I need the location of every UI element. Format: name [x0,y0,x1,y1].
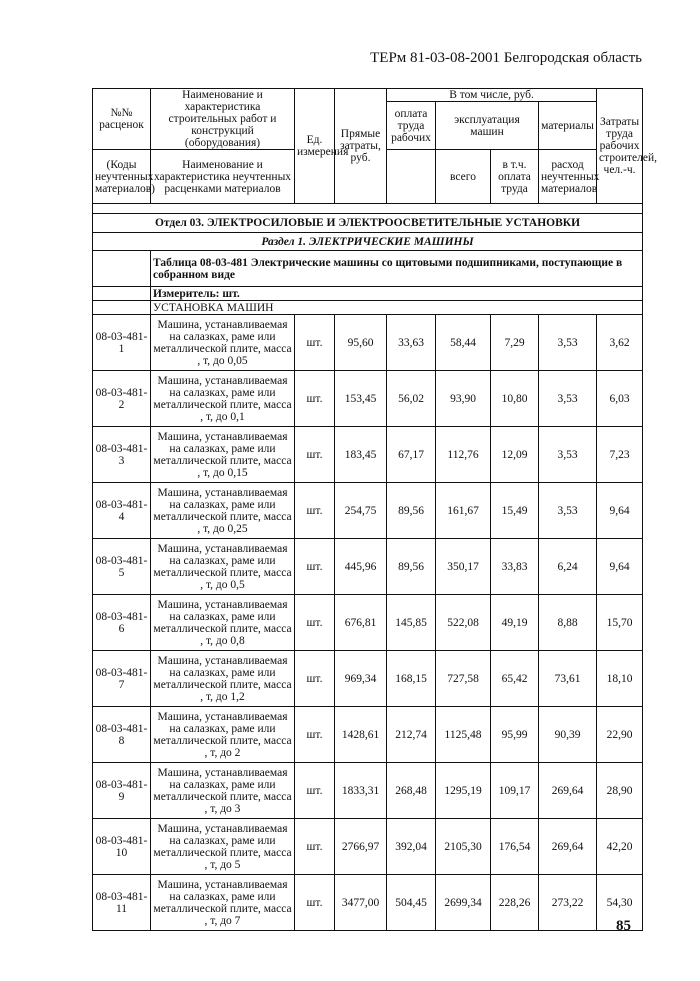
rate-direct-costs: 183,45 [335,427,387,483]
rate-name: Машина, устанавливаемая на салазках, раме или металлической плите, масса , т, до 0,8 [151,595,295,651]
spacer-row [93,204,643,214]
rate-exploitation-pay: 49,19 [491,595,539,651]
table-row [93,819,643,875]
rate-name: Машина, устанавливаемая на салазках, раме или металлической плите, масса , т, до 0,1 [151,371,295,427]
rate-pay: 145,85 [387,595,436,651]
rate-code: 08-03-481-8 [93,707,151,763]
header-code-top: №№ расценок [93,89,151,150]
rate-code: 08-03-481-1 [93,315,151,371]
rate-name: Машина, устанавливаемая на салазках, раме или металлической плите, масса , т, до 7 [151,875,295,931]
rate-exploitation: 350,17 [436,539,491,595]
rate-exploitation: 161,67 [436,483,491,539]
rate-materials: 73,61 [539,651,597,707]
header-unit: Ед. измерения [295,89,335,204]
rate-direct-costs: 676,81 [335,595,387,651]
blank-cell [93,287,151,301]
rate-exploitation: 2105,30 [436,819,491,875]
rate-unit: шт. [295,427,335,483]
rate-unit: шт. [295,819,335,875]
blank-cell [93,251,151,287]
header-name-top: Наименование и характеристика строительных работ и конструкций (оборудования) [151,89,295,150]
rate-materials: 3,53 [539,371,597,427]
rate-unit: шт. [295,315,335,371]
rate-exploitation-pay: 10,80 [491,371,539,427]
rates-table [92,88,657,931]
rate-direct-costs: 95,60 [335,315,387,371]
rate-labor: 3,62 [597,315,643,371]
rate-direct-costs: 445,96 [335,539,387,595]
section-razdel: Раздел 1. ЭЛЕКТРИЧЕСКИЕ МАШИНЫ [93,233,643,251]
rate-exploitation: 2699,34 [436,875,491,931]
table-row [93,371,643,427]
rate-unit: шт. [295,651,335,707]
rate-unit: шт. [295,371,335,427]
rate-unit: шт. [295,539,335,595]
rate-code: 08-03-481-9 [93,763,151,819]
header-pay-empty [387,150,436,204]
table-row [93,707,643,763]
header-direct-costs: Прямые затраты, руб. [335,89,387,204]
rate-labor: 9,64 [597,539,643,595]
rate-direct-costs: 969,34 [335,651,387,707]
rate-materials: 3,53 [539,483,597,539]
rate-materials: 269,64 [539,763,597,819]
rate-exploitation: 58,44 [436,315,491,371]
header-labor: Затраты труда рабочих строителей, чел.-ч. [597,89,643,204]
header-incl-pay: в т.ч. оплата труда [491,150,539,204]
rate-exploitation-pay: 109,17 [491,763,539,819]
header-materials: материалы [539,102,597,150]
rate-materials: 3,53 [539,427,597,483]
rate-pay: 504,45 [387,875,436,931]
rate-materials: 8,88 [539,595,597,651]
rate-unit: шт. [295,483,335,539]
header-total: всего [436,150,491,204]
rate-pay: 33,63 [387,315,436,371]
header-including: В том числе, руб. [387,89,597,102]
rate-direct-costs: 3477,00 [335,875,387,931]
rate-exploitation-pay: 95,99 [491,707,539,763]
table-title: Таблица 08-03-481 Электрические машины со щитовыми подшипниками, поступающие в собранном виде [151,251,643,287]
rate-code: 08-03-481-11 [93,875,151,931]
rate-name: Машина, устанавливаемая на салазках, раме или металлической плите, масса , т, до 0,25 [151,483,295,539]
rate-direct-costs: 254,75 [335,483,387,539]
rate-exploitation: 112,76 [436,427,491,483]
rate-labor: 54,30 [597,875,643,931]
rate-name: Машина, устанавливаемая на салазках, раме или металлической плите, масса , т, до 2 [151,707,295,763]
rate-labor: 9,64 [597,483,643,539]
rate-code: 08-03-481-6 [93,595,151,651]
rate-direct-costs: 1428,61 [335,707,387,763]
blank-cell [93,301,151,315]
rate-labor: 18,10 [597,651,643,707]
rate-pay: 67,17 [387,427,436,483]
header-name-bottom: Наименование и характеристика неучтенных расценками материалов [151,150,295,204]
rate-labor: 42,20 [597,819,643,875]
table-row [93,483,643,539]
rate-labor: 28,90 [597,763,643,819]
rate-exploitation: 1125,48 [436,707,491,763]
section-otdel: Отдел 03. ЭЛЕКТРОСИЛОВЫЕ И ЭЛЕКТРООСВЕТИТЕЛЬНЫЕ УСТАНОВКИ [93,214,643,233]
rate-direct-costs: 1833,31 [335,763,387,819]
rate-name: Машина, устанавливаемая на салазках, раме или металлической плите, масса , т, до 0,15 [151,427,295,483]
rate-exploitation-pay: 7,29 [491,315,539,371]
document-header: ТЕРм 81-03-08-2001 Белгородская область [370,50,642,66]
table-row [93,595,643,651]
rate-code: 08-03-481-4 [93,483,151,539]
rate-materials: 90,39 [539,707,597,763]
header-unaccounted: расход неучтенных материалов [539,150,597,204]
rate-exploitation-pay: 12,09 [491,427,539,483]
rate-direct-costs: 2766,97 [335,819,387,875]
rate-pay: 89,56 [387,483,436,539]
page-number: 85 [616,918,631,934]
rate-pay: 212,74 [387,707,436,763]
rate-direct-costs: 153,45 [335,371,387,427]
rate-labor: 15,70 [597,595,643,651]
rate-pay: 56,02 [387,371,436,427]
rate-materials: 269,64 [539,819,597,875]
rate-unit: шт. [295,875,335,931]
rate-code: 08-03-481-2 [93,371,151,427]
rate-materials: 3,53 [539,315,597,371]
rate-exploitation: 727,58 [436,651,491,707]
header-pay: оплата труда рабочих [387,102,436,150]
rate-exploitation-pay: 228,26 [491,875,539,931]
rate-materials: 273,22 [539,875,597,931]
rate-name: Машина, устанавливаемая на салазках, раме или металлической плите, масса , т, до 1,2 [151,651,295,707]
rate-code: 08-03-481-7 [93,651,151,707]
header-exploitation: эксплуатация машин [436,102,539,150]
rate-labor: 7,23 [597,427,643,483]
rate-name: Машина, устанавливаемая на салазках, раме или металлической плите, масса , т, до 3 [151,763,295,819]
rate-exploitation-pay: 33,83 [491,539,539,595]
rate-labor: 22,90 [597,707,643,763]
table-row [93,315,643,371]
rate-exploitation: 93,90 [436,371,491,427]
rate-pay: 392,04 [387,819,436,875]
rate-exploitation-pay: 15,49 [491,483,539,539]
table-row [93,539,643,595]
rate-name: Машина, устанавливаемая на салазках, раме или металлической плите, масса , т, до 5 [151,819,295,875]
rate-materials: 6,24 [539,539,597,595]
rates-rows [93,315,643,931]
header-code-bottom: (Коды неучтенных материалов) [93,150,151,204]
rate-pay: 268,48 [387,763,436,819]
rate-exploitation-pay: 176,54 [491,819,539,875]
rate-labor: 6,03 [597,371,643,427]
rate-pay: 89,56 [387,539,436,595]
rate-unit: шт. [295,595,335,651]
table-row [93,427,643,483]
rate-unit: шт. [295,763,335,819]
rate-exploitation-pay: 65,42 [491,651,539,707]
group-title: УСТАНОВКА МАШИН [151,301,643,315]
rate-name: Машина, устанавливаемая на салазках, раме или металлической плите, масса , т, до 0,5 [151,539,295,595]
rate-code: 08-03-481-5 [93,539,151,595]
rate-exploitation: 522,08 [436,595,491,651]
rate-name: Машина, устанавливаемая на салазках, раме или металлической плите, масса , т, до 0,05 [151,315,295,371]
rate-exploitation: 1295,19 [436,763,491,819]
table-row [93,763,643,819]
rate-code: 08-03-481-3 [93,427,151,483]
rate-code: 08-03-481-10 [93,819,151,875]
rate-unit: шт. [295,707,335,763]
measure-unit: Измеритель: шт. [151,287,643,301]
rate-pay: 168,15 [387,651,436,707]
table-row [93,875,643,931]
table-row [93,651,643,707]
